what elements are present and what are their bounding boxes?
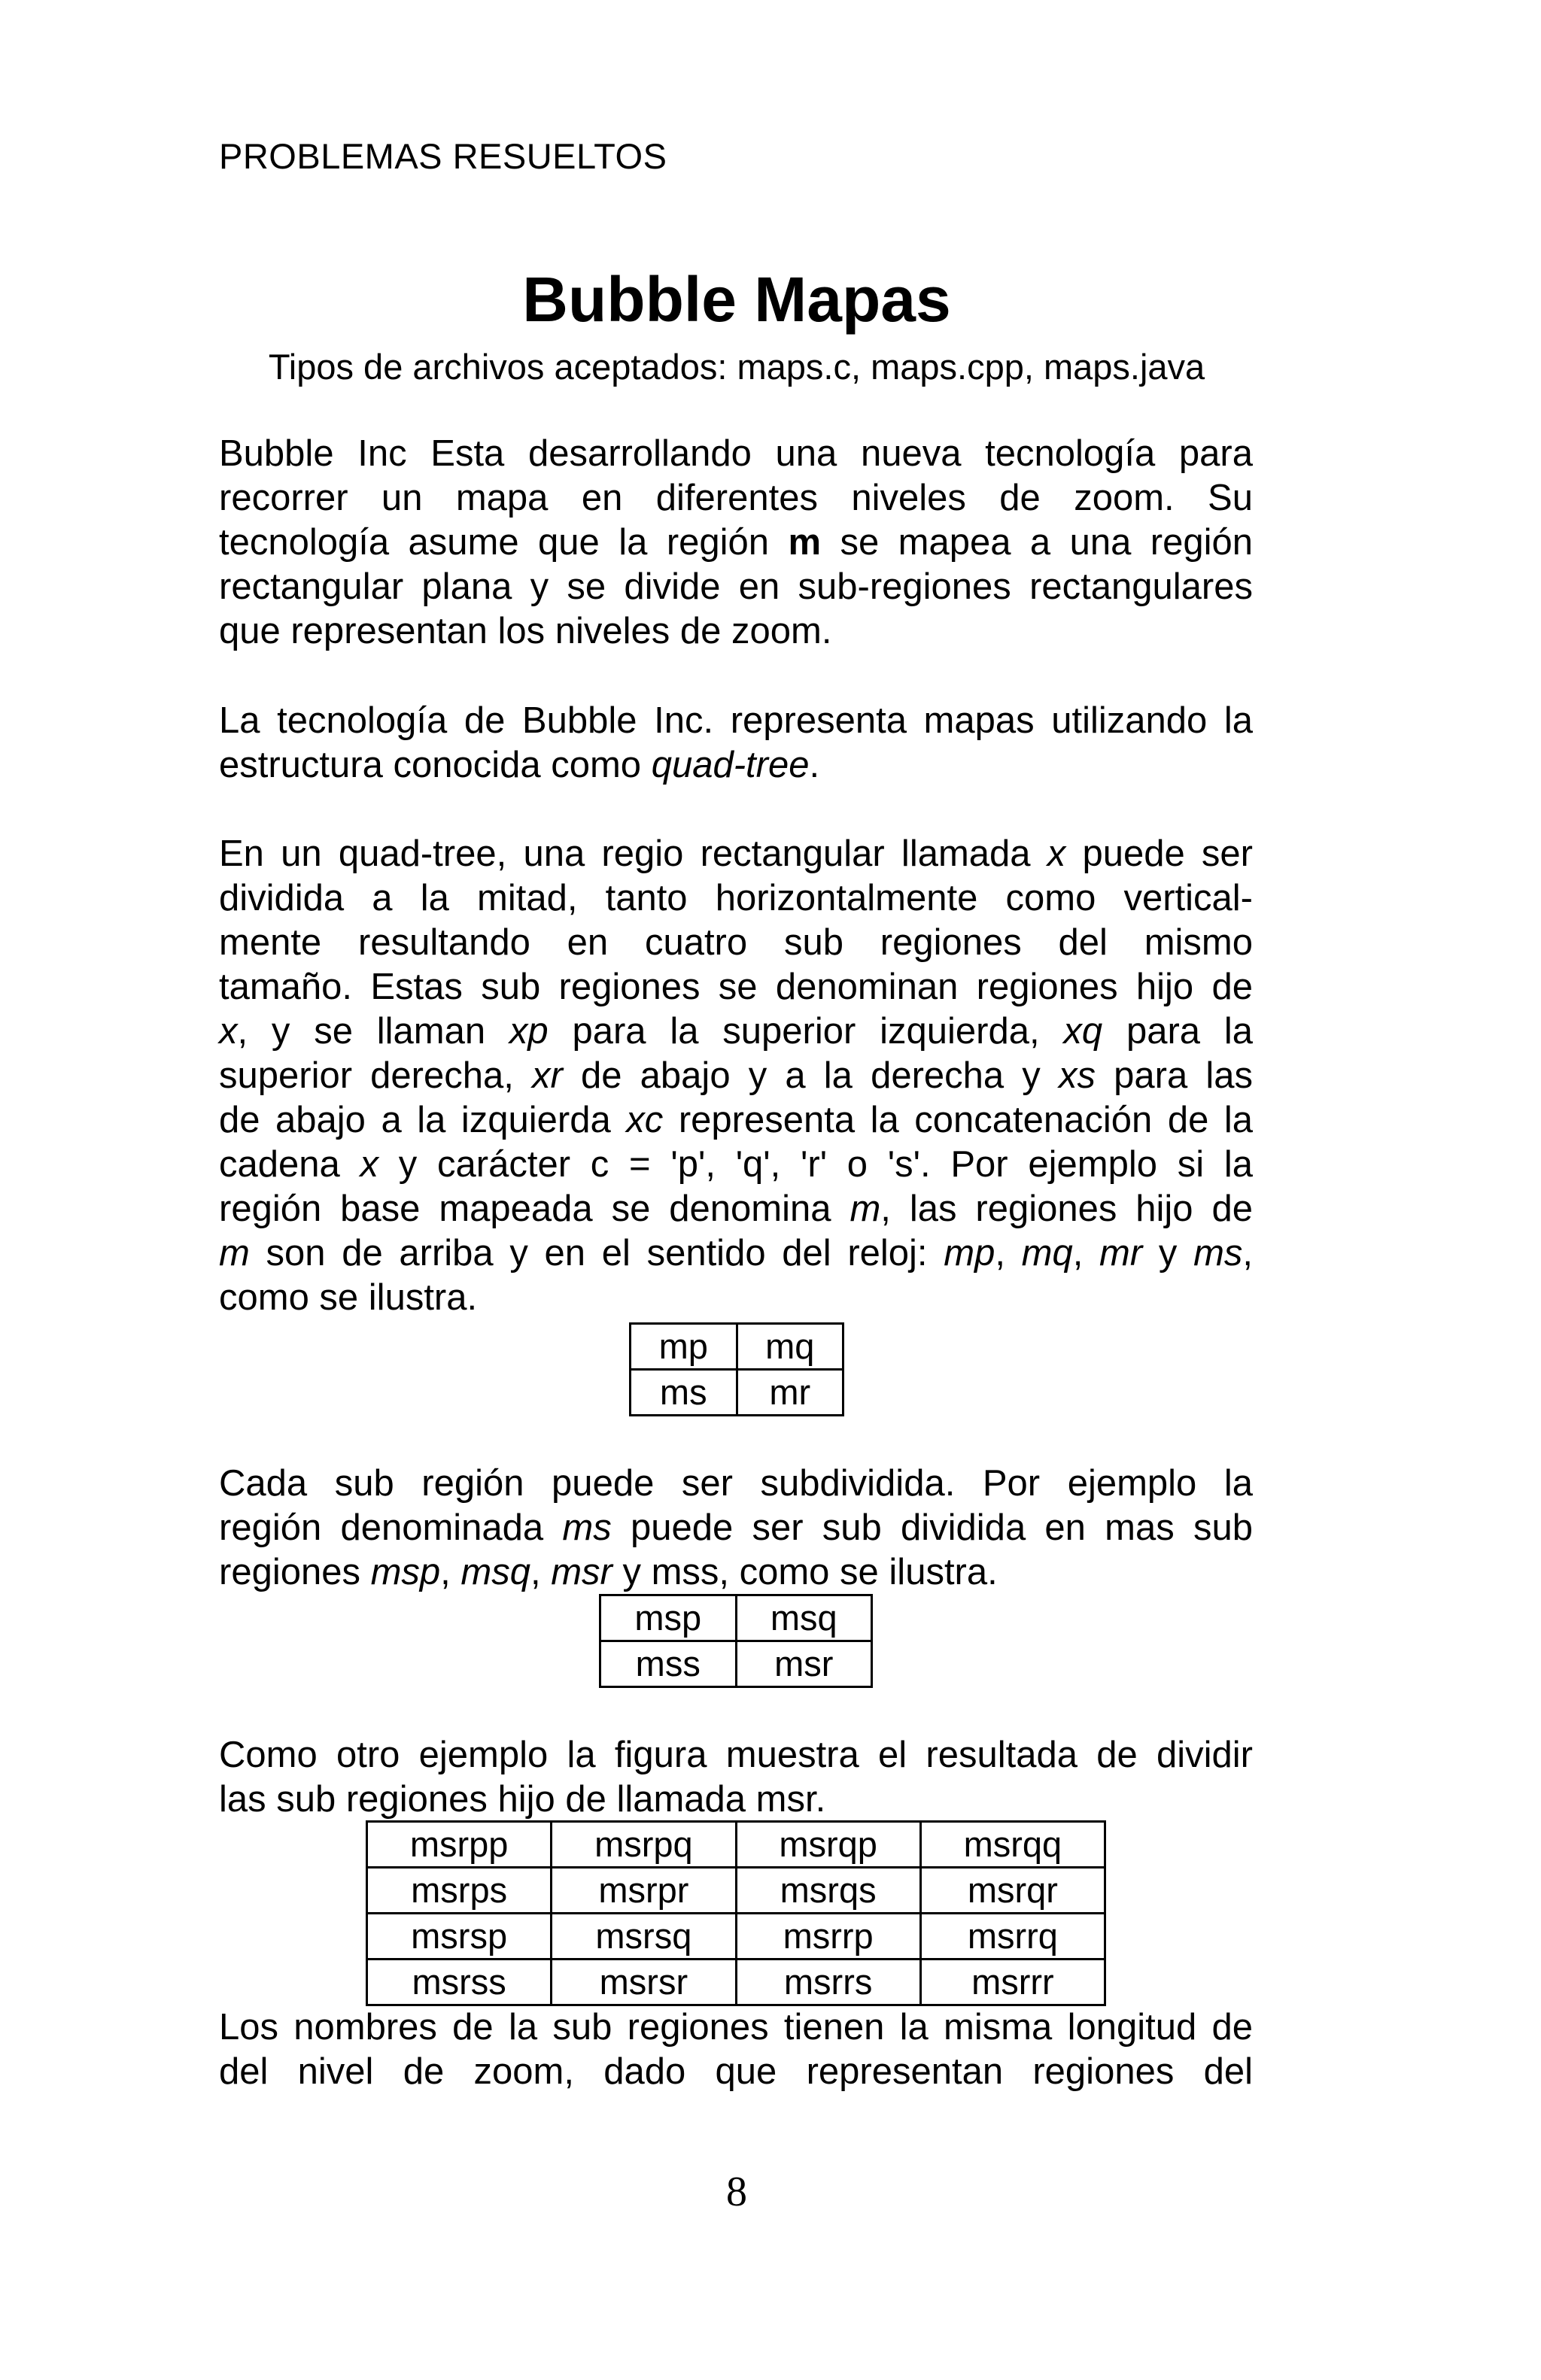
table-cell: msrrs (736, 1960, 920, 2005)
text-line: dividida a la mitad, tanto horizontalmente como vertical- (219, 878, 1253, 918)
text-line: regiones msp, msq, msr y mss, como se ilustra. (219, 1552, 998, 1592)
table-cell: msrrq (920, 1914, 1105, 1960)
paragraph-subdivision (219, 1462, 1253, 1595)
text-line: Bubble Inc Esta desarrollando una nueva tecnología para (219, 433, 1253, 474)
text-line: como se ilustra. (219, 1277, 478, 1318)
text-line: tecnología asume que la región m se mapea a una región (219, 522, 1253, 563)
table-cell: msrqs (736, 1868, 920, 1914)
table-cell: msrpq (552, 1822, 736, 1868)
table-row (600, 1595, 872, 1641)
table-cell: mr (737, 1370, 843, 1416)
paragraph-definition (219, 832, 1253, 1320)
table-cell: msrss (367, 1960, 552, 2005)
text-line: las sub regiones hijo de llamada msr. (219, 1779, 826, 1820)
paragraph-another-example (219, 1733, 1253, 1822)
text-line: m son de arriba y en el sentido del reloj: mp, mq, mr y ms, (219, 1233, 1254, 1273)
region-table-ms (599, 1594, 873, 1688)
table-row (600, 1641, 872, 1687)
table-row (367, 1868, 1105, 1914)
text-line: recorrer un mapa en diferentes niveles de zoom. Su (219, 478, 1253, 518)
table-cell: msrsr (552, 1960, 736, 2005)
table-cell: msrqr (920, 1868, 1105, 1914)
table-cell: msp (600, 1595, 737, 1641)
paragraph-names (219, 2005, 1253, 2094)
text-line: La tecnología de Bubble Inc. representa mapas utilizando la (219, 700, 1253, 741)
text-line: rectangular plana y se divide en sub-regiones rectangulares (219, 566, 1253, 607)
table-row (367, 1822, 1105, 1868)
text-line: Cada sub región puede ser subdividida. Por ejemplo la (219, 1463, 1253, 1504)
text-line: Como otro ejemplo la figura muestra el resultada de dividir (219, 1735, 1253, 1775)
running-header: PROBLEMAS RESUELTOS (219, 136, 667, 176)
table-cell: msrqq (920, 1822, 1105, 1868)
table-cell: ms (631, 1370, 737, 1416)
table-cell: msr (736, 1641, 872, 1687)
table-row (631, 1324, 843, 1370)
table-cell: msrpr (552, 1868, 736, 1914)
text-line: que representan los niveles de zoom. (219, 611, 832, 651)
table-cell: msq (736, 1595, 872, 1641)
page-title: Bubble Mapas (522, 264, 951, 335)
text-line: región denominada ms puede ser sub dividida en mas sub (219, 1507, 1253, 1548)
paragraph-quadtree (219, 699, 1253, 788)
table-row (631, 1370, 843, 1416)
table-row (367, 1960, 1105, 2005)
text-line: estructura conocida como quad-tree. (219, 745, 820, 785)
text-line: x, y se llaman xp para la superior izquierda, xq para la (219, 1011, 1253, 1052)
text-line: tamaño. Estas sub regiones se denominan regiones hijo de (219, 967, 1253, 1007)
text-line: cadena x y carácter c = 'p', 'q', 'r' o 's'. Por ejemplo si la (219, 1144, 1253, 1185)
table-cell: msrqp (736, 1822, 920, 1868)
text-line: Los nombres de la sub regiones tienen la misma longitud de (219, 2007, 1253, 2048)
table-cell: msrrr (920, 1960, 1105, 2005)
table-cell: mp (631, 1324, 737, 1370)
table-cell: msrrp (736, 1914, 920, 1960)
table-cell: msrpp (367, 1822, 552, 1868)
accepted-file-types: Tipos de archivos aceptados: maps.c, maps.cpp, maps.java (268, 347, 1205, 387)
text-line: de abajo a la izquierda xc representa la concatenación de la (219, 1100, 1253, 1140)
table-row (367, 1914, 1105, 1960)
table-cell: msrsq (552, 1914, 736, 1960)
table-cell: mq (737, 1324, 843, 1370)
table-cell: msrsp (367, 1914, 552, 1960)
text-line: del nivel de zoom, dado que representan regiones del (219, 2051, 1253, 2092)
text-line: región base mapeada se denomina m, las regiones hijo de (219, 1188, 1253, 1229)
region-table-m (629, 1322, 844, 1416)
text-line: En un quad-tree, una regio rectangular llamada x puede ser (219, 833, 1253, 874)
table-cell: mss (600, 1641, 737, 1687)
region-table-msr (366, 1820, 1106, 2006)
text-line: superior derecha, xr de abajo y a la derecha y xs para las (219, 1055, 1253, 1096)
table-cell: msrps (367, 1868, 552, 1914)
page-number: 8 (726, 2169, 747, 2215)
text-line: mente resultando en cuatro sub regiones del mismo (219, 922, 1253, 963)
paragraph-intro (219, 432, 1253, 654)
